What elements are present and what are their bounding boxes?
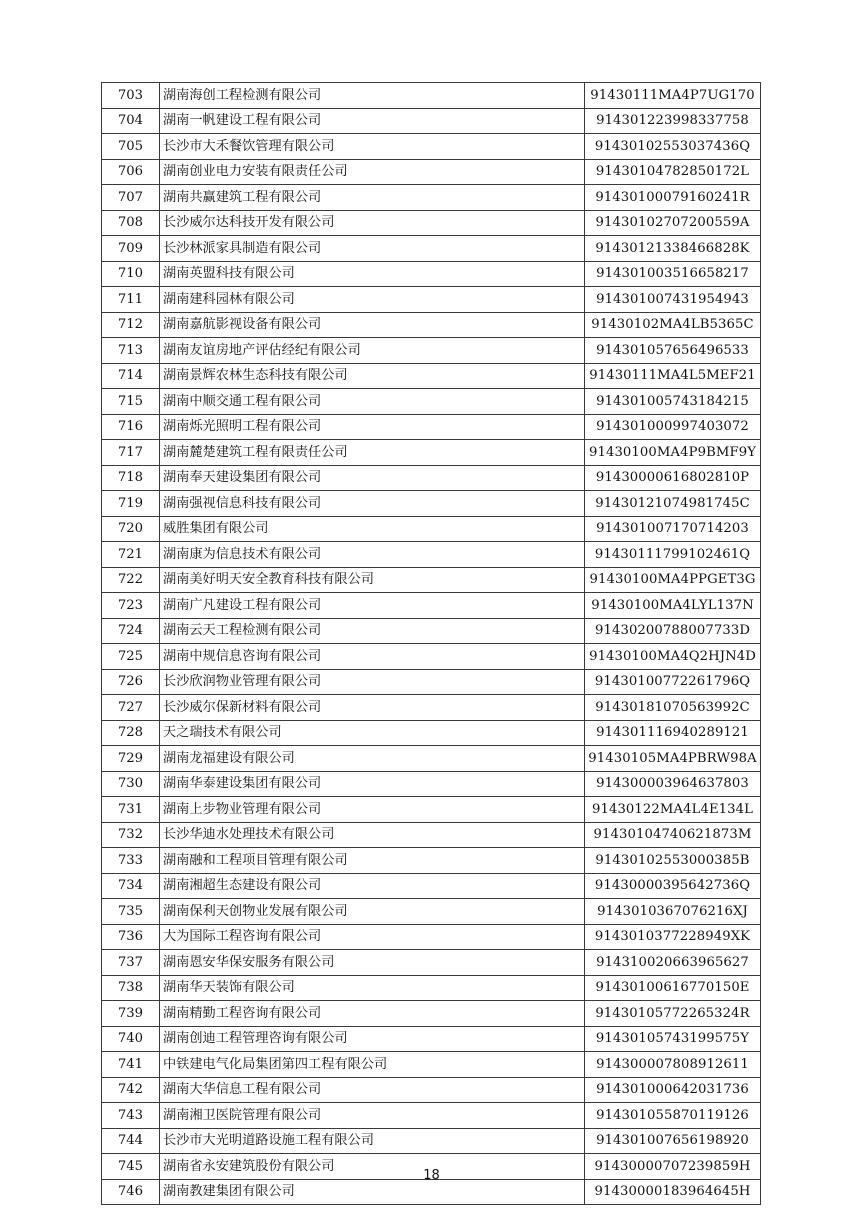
row-number: 729: [102, 746, 160, 772]
table-row: [102, 185, 761, 211]
company-name: 湖南奉天建设集团有限公司: [160, 465, 585, 491]
credit-code: 91430000707239859H: [585, 1154, 761, 1180]
company-name: 中铁建电气化局集团第四工程有限公司: [160, 1052, 585, 1078]
table-row: [102, 440, 761, 466]
row-number: 721: [102, 542, 160, 568]
table-row: [102, 1128, 761, 1154]
row-number: 732: [102, 822, 160, 848]
row-number: 727: [102, 695, 160, 721]
company-name: 湖南景辉农林生态科技有限公司: [160, 363, 585, 389]
credit-code: 91430200788007733D: [585, 618, 761, 644]
company-name: 长沙威尔达科技开发有限公司: [160, 210, 585, 236]
company-name: 湖南云天工程检测有限公司: [160, 618, 585, 644]
row-number: 745: [102, 1154, 160, 1180]
table-row: [102, 924, 761, 950]
row-number: 735: [102, 899, 160, 925]
company-name: 长沙欣润物业管理有限公司: [160, 669, 585, 695]
credit-code: 91430121338466828K: [585, 236, 761, 262]
company-name: 湖南友谊房地产评估经纪有限公司: [160, 338, 585, 364]
credit-code: 91430111MA4L5MEF21: [585, 363, 761, 389]
credit-code: 914301007656198920: [585, 1128, 761, 1154]
table-row: [102, 695, 761, 721]
company-name: 湖南精勤工程咨询有限公司: [160, 1001, 585, 1027]
row-number: 712: [102, 312, 160, 338]
company-name: 长沙市大光明道路设施工程有限公司: [160, 1128, 585, 1154]
credit-code: 91430121074981745C: [585, 491, 761, 517]
credit-code: 91430000395642736Q: [585, 873, 761, 899]
credit-code: 91430100MA4P9BMF9Y: [585, 440, 761, 466]
table-row: [102, 797, 761, 823]
company-name: 湖南华天装饰有限公司: [160, 975, 585, 1001]
credit-code: 9143010377228949XK: [585, 924, 761, 950]
company-name: 湖南康为信息技术有限公司: [160, 542, 585, 568]
company-name: 湖南华泰建设集团有限公司: [160, 771, 585, 797]
company-name: 湖南上步物业管理有限公司: [160, 797, 585, 823]
table-row: [102, 414, 761, 440]
credit-code: 91430105743199575Y: [585, 1026, 761, 1052]
credit-code: 91430100MA4Q2HJN4D: [585, 644, 761, 670]
row-number: 706: [102, 159, 160, 185]
table-row: [102, 873, 761, 899]
row-number: 739: [102, 1001, 160, 1027]
company-name: 湖南美好明天安全教育科技有限公司: [160, 567, 585, 593]
credit-code: 914301055870119126: [585, 1103, 761, 1129]
row-number: 736: [102, 924, 160, 950]
company-name: 湖南创业电力安装有限责任公司: [160, 159, 585, 185]
credit-code: 91430100079160241R: [585, 185, 761, 211]
credit-code: 914300003964637803: [585, 771, 761, 797]
credit-code: 914301007431954943: [585, 287, 761, 313]
row-number: 746: [102, 1179, 160, 1205]
table-row: [102, 822, 761, 848]
company-name: 天之瑞技术有限公司: [160, 720, 585, 746]
table-row: [102, 899, 761, 925]
credit-code: 91430102553000385B: [585, 848, 761, 874]
company-registry-table: [101, 82, 761, 1205]
credit-code: 91430102MA4LB5365C: [585, 312, 761, 338]
row-number: 738: [102, 975, 160, 1001]
credit-code: 91430105772265324R: [585, 1001, 761, 1027]
credit-code: 91430000183964645H: [585, 1179, 761, 1205]
table-row: [102, 83, 761, 109]
table-row: [102, 1001, 761, 1027]
company-name: 湖南强视信息科技有限公司: [160, 491, 585, 517]
company-name: 湖南龙福建设有限公司: [160, 746, 585, 772]
credit-code: 91430100MA4LYL137N: [585, 593, 761, 619]
company-name: 湖南英盟科技有限公司: [160, 261, 585, 287]
row-number: 731: [102, 797, 160, 823]
table-row: [102, 848, 761, 874]
row-number: 737: [102, 950, 160, 976]
company-name: 湖南烁光照明工程有限公司: [160, 414, 585, 440]
row-number: 715: [102, 389, 160, 415]
credit-code: 914301003516658217: [585, 261, 761, 287]
row-number: 741: [102, 1052, 160, 1078]
credit-code: 91430122MA4L4E134L: [585, 797, 761, 823]
table-row: [102, 338, 761, 364]
credit-code: 91430105MA4PBRW98A: [585, 746, 761, 772]
table-row: [102, 1026, 761, 1052]
row-number: 722: [102, 567, 160, 593]
row-number: 710: [102, 261, 160, 287]
row-number: 733: [102, 848, 160, 874]
credit-code: 914301057656496533: [585, 338, 761, 364]
table-row: [102, 720, 761, 746]
table-row: [102, 363, 761, 389]
row-number: 743: [102, 1103, 160, 1129]
row-number: 724: [102, 618, 160, 644]
company-name: 湖南麓楚建筑工程有限责任公司: [160, 440, 585, 466]
company-name: 湖南创迪工程管理咨询有限公司: [160, 1026, 585, 1052]
credit-code: 91430000616802810P: [585, 465, 761, 491]
row-number: 734: [102, 873, 160, 899]
table-row: [102, 236, 761, 262]
table-row: [102, 1052, 761, 1078]
company-name: 湖南共赢建筑工程有限公司: [160, 185, 585, 211]
credit-code: 914310020663965627: [585, 950, 761, 976]
row-number: 740: [102, 1026, 160, 1052]
credit-code: 91430181070563992C: [585, 695, 761, 721]
company-name: 大为国际工程咨询有限公司: [160, 924, 585, 950]
table-body: [102, 83, 761, 1205]
table-row: [102, 491, 761, 517]
company-name: 湖南中规信息咨询有限公司: [160, 644, 585, 670]
row-number: 716: [102, 414, 160, 440]
company-name: 长沙林派家具制造有限公司: [160, 236, 585, 262]
table-row: [102, 975, 761, 1001]
credit-code: 914301223998337758: [585, 108, 761, 134]
row-number: 723: [102, 593, 160, 619]
row-number: 708: [102, 210, 160, 236]
table-row: [102, 618, 761, 644]
credit-code: 914300007808912611: [585, 1052, 761, 1078]
company-name: 湖南融和工程项目管理有限公司: [160, 848, 585, 874]
company-name: 湖南大华信息工程有限公司: [160, 1077, 585, 1103]
credit-code: 91430111799102461Q: [585, 542, 761, 568]
company-name: 湖南恩安华保安服务有限公司: [160, 950, 585, 976]
table-row: [102, 567, 761, 593]
row-number: 703: [102, 83, 160, 109]
company-name: 长沙华迪水处理技术有限公司: [160, 822, 585, 848]
page-number: 18: [423, 1168, 440, 1183]
credit-code: 91430102707200559A: [585, 210, 761, 236]
company-name: 湖南中顺交通工程有限公司: [160, 389, 585, 415]
credit-code: 914301116940289121: [585, 720, 761, 746]
row-number: 704: [102, 108, 160, 134]
credit-code: 914301007170714203: [585, 516, 761, 542]
row-number: 726: [102, 669, 160, 695]
table-row: [102, 593, 761, 619]
credit-code: 91430102553037436Q: [585, 134, 761, 160]
table-row: [102, 389, 761, 415]
row-number: 719: [102, 491, 160, 517]
credit-code: 91430104782850172L: [585, 159, 761, 185]
credit-code: 9143010367076216XJ: [585, 899, 761, 925]
row-number: 728: [102, 720, 160, 746]
credit-code: 91430100772261796Q: [585, 669, 761, 695]
credit-code: 91430100616770150E: [585, 975, 761, 1001]
table-row: [102, 287, 761, 313]
table-row: [102, 261, 761, 287]
table-row: [102, 210, 761, 236]
company-name: 湖南省永安建筑股份有限公司: [160, 1154, 585, 1180]
table-row: [102, 771, 761, 797]
table-row: [102, 542, 761, 568]
row-number: 742: [102, 1077, 160, 1103]
company-name: 湖南建科园林有限公司: [160, 287, 585, 313]
table-row: [102, 746, 761, 772]
company-name: 湖南湘超生态建设有限公司: [160, 873, 585, 899]
row-number: 705: [102, 134, 160, 160]
table-row: [102, 465, 761, 491]
credit-code: 91430104740621873M: [585, 822, 761, 848]
company-name: 湖南保利天创物业发展有限公司: [160, 899, 585, 925]
table-row: [102, 159, 761, 185]
credit-code: 914301005743184215: [585, 389, 761, 415]
table-row: [102, 1077, 761, 1103]
credit-code: 914301000642031736: [585, 1077, 761, 1103]
row-number: 714: [102, 363, 160, 389]
credit-code: 91430100MA4PPGET3G: [585, 567, 761, 593]
table-row: [102, 1103, 761, 1129]
company-name: 长沙市大禾餐饮管理有限公司: [160, 134, 585, 160]
row-number: 725: [102, 644, 160, 670]
table-row: [102, 312, 761, 338]
company-name: 湖南一帆建设工程有限公司: [160, 108, 585, 134]
row-number: 720: [102, 516, 160, 542]
credit-code: 914301000997403072: [585, 414, 761, 440]
credit-code: 91430111MA4P7UG170: [585, 83, 761, 109]
row-number: 711: [102, 287, 160, 313]
company-name: 湖南海创工程检测有限公司: [160, 83, 585, 109]
row-number: 744: [102, 1128, 160, 1154]
row-number: 717: [102, 440, 160, 466]
row-number: 718: [102, 465, 160, 491]
company-name: 湖南湘卫医院管理有限公司: [160, 1103, 585, 1129]
company-name: 湖南教建集团有限公司: [160, 1179, 585, 1205]
table-row: [102, 108, 761, 134]
company-name: 威胜集团有限公司: [160, 516, 585, 542]
table-row: [102, 669, 761, 695]
table-row: [102, 644, 761, 670]
row-number: 730: [102, 771, 160, 797]
table-row: [102, 516, 761, 542]
company-name: 湖南嘉航影视设备有限公司: [160, 312, 585, 338]
company-name: 长沙威尔保新材料有限公司: [160, 695, 585, 721]
row-number: 707: [102, 185, 160, 211]
table-row: [102, 134, 761, 160]
table-row: [102, 950, 761, 976]
row-number: 709: [102, 236, 160, 262]
company-name: 湖南广凡建设工程有限公司: [160, 593, 585, 619]
row-number: 713: [102, 338, 160, 364]
